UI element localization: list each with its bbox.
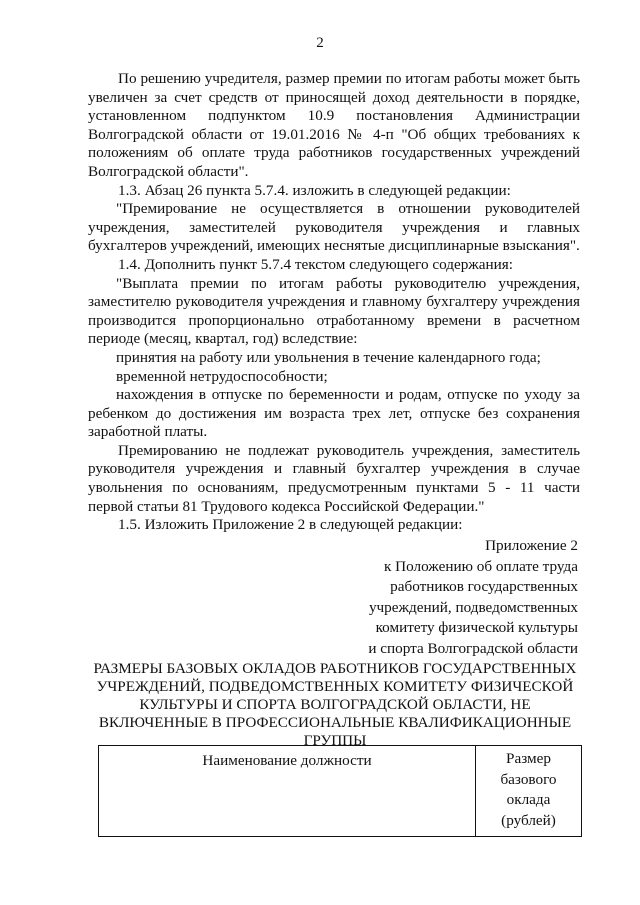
section-heading (88, 660, 582, 750)
paragraph-quote-no-premium: "Премирование не осуществляется в отношении руководителей учреждения, заместителей руководителя учреждения и главных бухгалтеров учреждений, имеющих неснятые дисциплинарные взыскания". (88, 200, 580, 255)
appendix-line: учреждений, подведомственных (368, 598, 578, 616)
paragraph-premium-increase: По решению учредителя, размер премии по итогам работы может быть увеличен за счет средств от приносящей доход деятельности в порядке, установленном подпунктом 10.9 постановления Администрации Волгоградской области от 19.01.2016 № 4-п "Об общих требованиях к положениям об оплате труда работников государственных учреждений Волгоградской области". (88, 70, 580, 180)
salary-table (98, 745, 582, 837)
paragraph-hiring-dismissal: принятия на работу или увольнения в течение календарного года; (116, 348, 541, 366)
heading-line: КУЛЬТУРЫ И СПОРТА ВОЛГОГРАДСКОЙ ОБЛАСТИ, НЕ (139, 696, 531, 713)
appendix-reference (348, 536, 578, 659)
header-base-salary-line: базового (500, 770, 557, 788)
paragraph-item-1-3: 1.3. Абзац 26 пункта 5.7.4. изложить в следующей редакции: (118, 181, 511, 199)
header-base-salary-line: оклада (506, 791, 551, 808)
paragraph-maternity-leave: нахождения в отпуске по беременности и родам, отпуске по уходу за ребенком до достижения им возраста трех лет, отпуске без сохранения заработной платы. (88, 386, 580, 441)
appendix-line: работников государственных (390, 578, 578, 595)
paragraph-quote-premium-payment: "Выплата премии по итогам работы руководителю учреждения, заместителю руководителя учреждения и главному бухгалтеру учреждения производится пропорционально отработанному времени в расчетном периоде (месяц, квартал, год) вследствие: (88, 274, 580, 348)
header-base-salary (476, 746, 582, 837)
paragraph-item-1-4: 1.4. Дополнить пункт 5.7.4 текстом следующего содержания: (118, 255, 514, 273)
appendix-line: Приложение 2 (485, 537, 578, 554)
document-body (88, 70, 580, 535)
appendix-line: и спорта Волгоградской области (368, 639, 578, 657)
header-position-name: Наименование должности (99, 746, 476, 837)
table-header-row (99, 746, 582, 837)
heading-line: ВКЛЮЧЕННЫЕ В ПРОФЕССИОНАЛЬНЫЕ КВАЛИФИКАЦИОННЫЕ (98, 714, 572, 731)
page-number: 2 (316, 35, 324, 51)
appendix-line: комитету физической культуры (375, 619, 578, 636)
header-base-salary-line: (рублей) (501, 811, 556, 829)
header-base-salary-line: Размер (506, 750, 551, 767)
heading-line: УЧРЕЖДЕНИЙ, ПОДВЕДОМСТВЕННЫХ КОМИТЕТУ ФИЗИЧЕСКОЙ (96, 678, 574, 695)
heading-line: РАЗМЕРЫ БАЗОВЫХ ОКЛАДОВ РАБОТНИКОВ ГОСУДАРСТВЕННЫХ (93, 660, 577, 677)
paragraph-not-subject-premium: Премированию не подлежат руководитель учреждения, заместитель руководителя учреждения и главный бухгалтер учреждения в случае увольнения по основаниям, предусмотренным пунктами 5 - 11 части первой статьи 81 Трудового кодекса Российской Федерации." (88, 441, 580, 515)
paragraph-item-1-5: 1.5. Изложить Приложение 2 в следующей редакции: (118, 516, 463, 534)
appendix-line: к Положению об оплате труда (383, 557, 578, 575)
heading-line: ГРУППЫ (303, 732, 367, 749)
paragraph-sick-leave: временной нетрудоспособности; (116, 367, 328, 385)
